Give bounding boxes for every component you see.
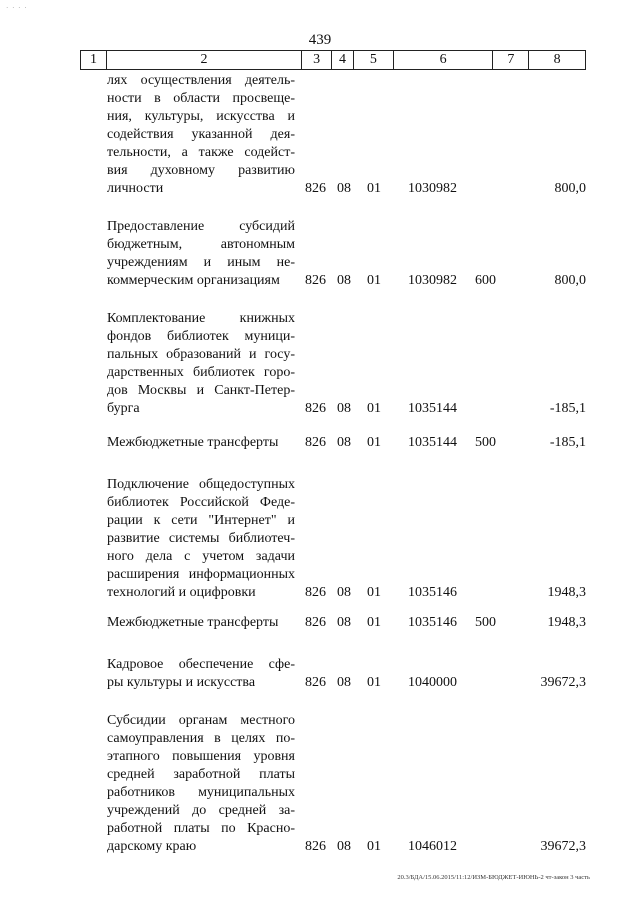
cell-c3: 826 [305,585,326,600]
row-description [107,712,295,856]
description-line: дарскому краю [107,839,197,854]
description-line: бюджетным, автономным [107,237,295,252]
cell-c5: 01 [367,435,381,450]
column-header-3: 3 [302,51,332,69]
cell-c5: 01 [367,615,381,630]
cell-c6: 1046012 [408,839,457,854]
cell-c5: 01 [367,839,381,854]
description-line: дарственных библиотек горо- [107,365,295,380]
description-line: рации к сети "Интернет" и [107,513,295,528]
row-description [107,218,295,290]
column-header-8: 8 [553,52,561,67]
cell-c8: 800,0 [554,181,586,196]
description-line: коммерческим организациям [107,273,280,288]
cell-c4: 08 [337,675,351,690]
row-description [107,72,295,198]
description-line: Субсидии органам местного [107,713,295,728]
description-line: Межбюджетные трансферты [107,435,279,450]
column-header-4: 4 [332,51,354,69]
cell-c5: 01 [367,181,381,196]
description-line: расширения информационных [107,567,295,582]
description-line: учреждениям и иным не- [107,255,295,270]
column-header-row [80,50,586,70]
cell-c4: 08 [337,435,351,450]
description-line: развитие системы библиотеч- [107,531,295,546]
cell-c7: 500 [475,435,496,450]
description-line: ного дела с учетом задачи [107,549,295,564]
cell-c3: 826 [305,675,326,690]
corner-mark: · · · · [6,4,28,12]
cell-c4: 08 [337,401,351,416]
cell-c5: 01 [367,585,381,600]
description-line: Предоставление субсидий [107,219,295,234]
footer-code: 20.3/БДА/15.06.2015/11:12/ИЗМ-БЮДЖЕТ-ИЮНЬ-2 чт-закон 3 часть [397,874,590,881]
cell-c8: -185,1 [549,401,586,416]
description-line: этапного повышения уровня [107,749,295,764]
cell-c8: 800,0 [554,273,586,288]
description-line: Межбюджетные трансферты [107,615,279,630]
cell-c3: 826 [305,181,326,196]
cell-c8: 39672,3 [540,675,586,690]
column-header-2: 2 [107,51,302,69]
description-line: Подключение общедоступных [107,477,295,492]
description-line: работной платы по Красно- [107,821,295,836]
description-line: работников муниципальных [107,785,295,800]
cell-c3: 826 [305,435,326,450]
cell-c4: 08 [337,181,351,196]
description-line: библиотек Российской Феде- [107,495,295,510]
description-line: ния, культуры, искусства и [107,109,295,124]
description-line: Кадровое обеспечение сфе- [107,657,295,672]
cell-c5: 01 [367,401,381,416]
row-description [107,614,295,632]
cell-c3: 826 [305,273,326,288]
description-line: ности в области просвеще- [107,91,295,106]
description-line: фондов библиотек муници- [107,329,295,344]
description-line: дов Москвы и Санкт-Петер- [107,383,295,398]
cell-c4: 08 [337,273,351,288]
column-header-5: 5 [354,51,394,69]
cell-c6: 1030982 [408,181,457,196]
description-line: технологий и оцифровки [107,585,256,600]
cell-c7: 600 [475,273,496,288]
cell-c6: 1040000 [408,675,457,690]
cell-c6: 1035146 [408,615,457,630]
cell-c6: 1035146 [408,585,457,600]
description-line: личности [107,181,164,196]
description-line: пальных образований и госу- [107,347,295,362]
cell-c5: 01 [367,675,381,690]
page-number: 439 [308,32,332,48]
cell-c8: 1948,3 [547,615,586,630]
column-header-7: 7 [493,51,529,69]
description-line: ры культуры и искусства [107,675,256,690]
cell-c4: 08 [337,615,351,630]
description-line: лях осуществления деятель- [107,73,295,88]
description-line: Комплектование книжных [107,311,295,326]
description-line: самоуправления в целях по- [107,731,295,746]
column-header-1: 1 [81,51,107,69]
row-description [107,656,295,692]
row-description [107,476,295,602]
description-line: средней заработной платы [107,767,295,782]
cell-c8: 39672,3 [540,839,586,854]
column-header-6: 6 [394,51,494,69]
cell-c5: 01 [367,273,381,288]
cell-c6: 1030982 [408,273,457,288]
cell-c3: 826 [305,839,326,854]
cell-c8: 1948,3 [547,585,586,600]
description-line: бурга [107,401,140,416]
row-description [107,310,295,418]
cell-c4: 08 [337,585,351,600]
cell-c3: 826 [305,401,326,416]
cell-c6: 1035144 [408,435,457,450]
description-line: тельности, а также содейст- [107,145,295,160]
description-line: учреждений до средней за- [107,803,295,818]
cell-c6: 1035144 [408,401,457,416]
cell-c4: 08 [337,839,351,854]
description-line: содействия указанной дея- [107,127,295,142]
description-line: вия духовному развитию [107,163,295,178]
cell-c7: 500 [475,615,496,630]
row-description [107,434,295,452]
cell-c8: -185,1 [549,435,586,450]
cell-c3: 826 [305,615,326,630]
